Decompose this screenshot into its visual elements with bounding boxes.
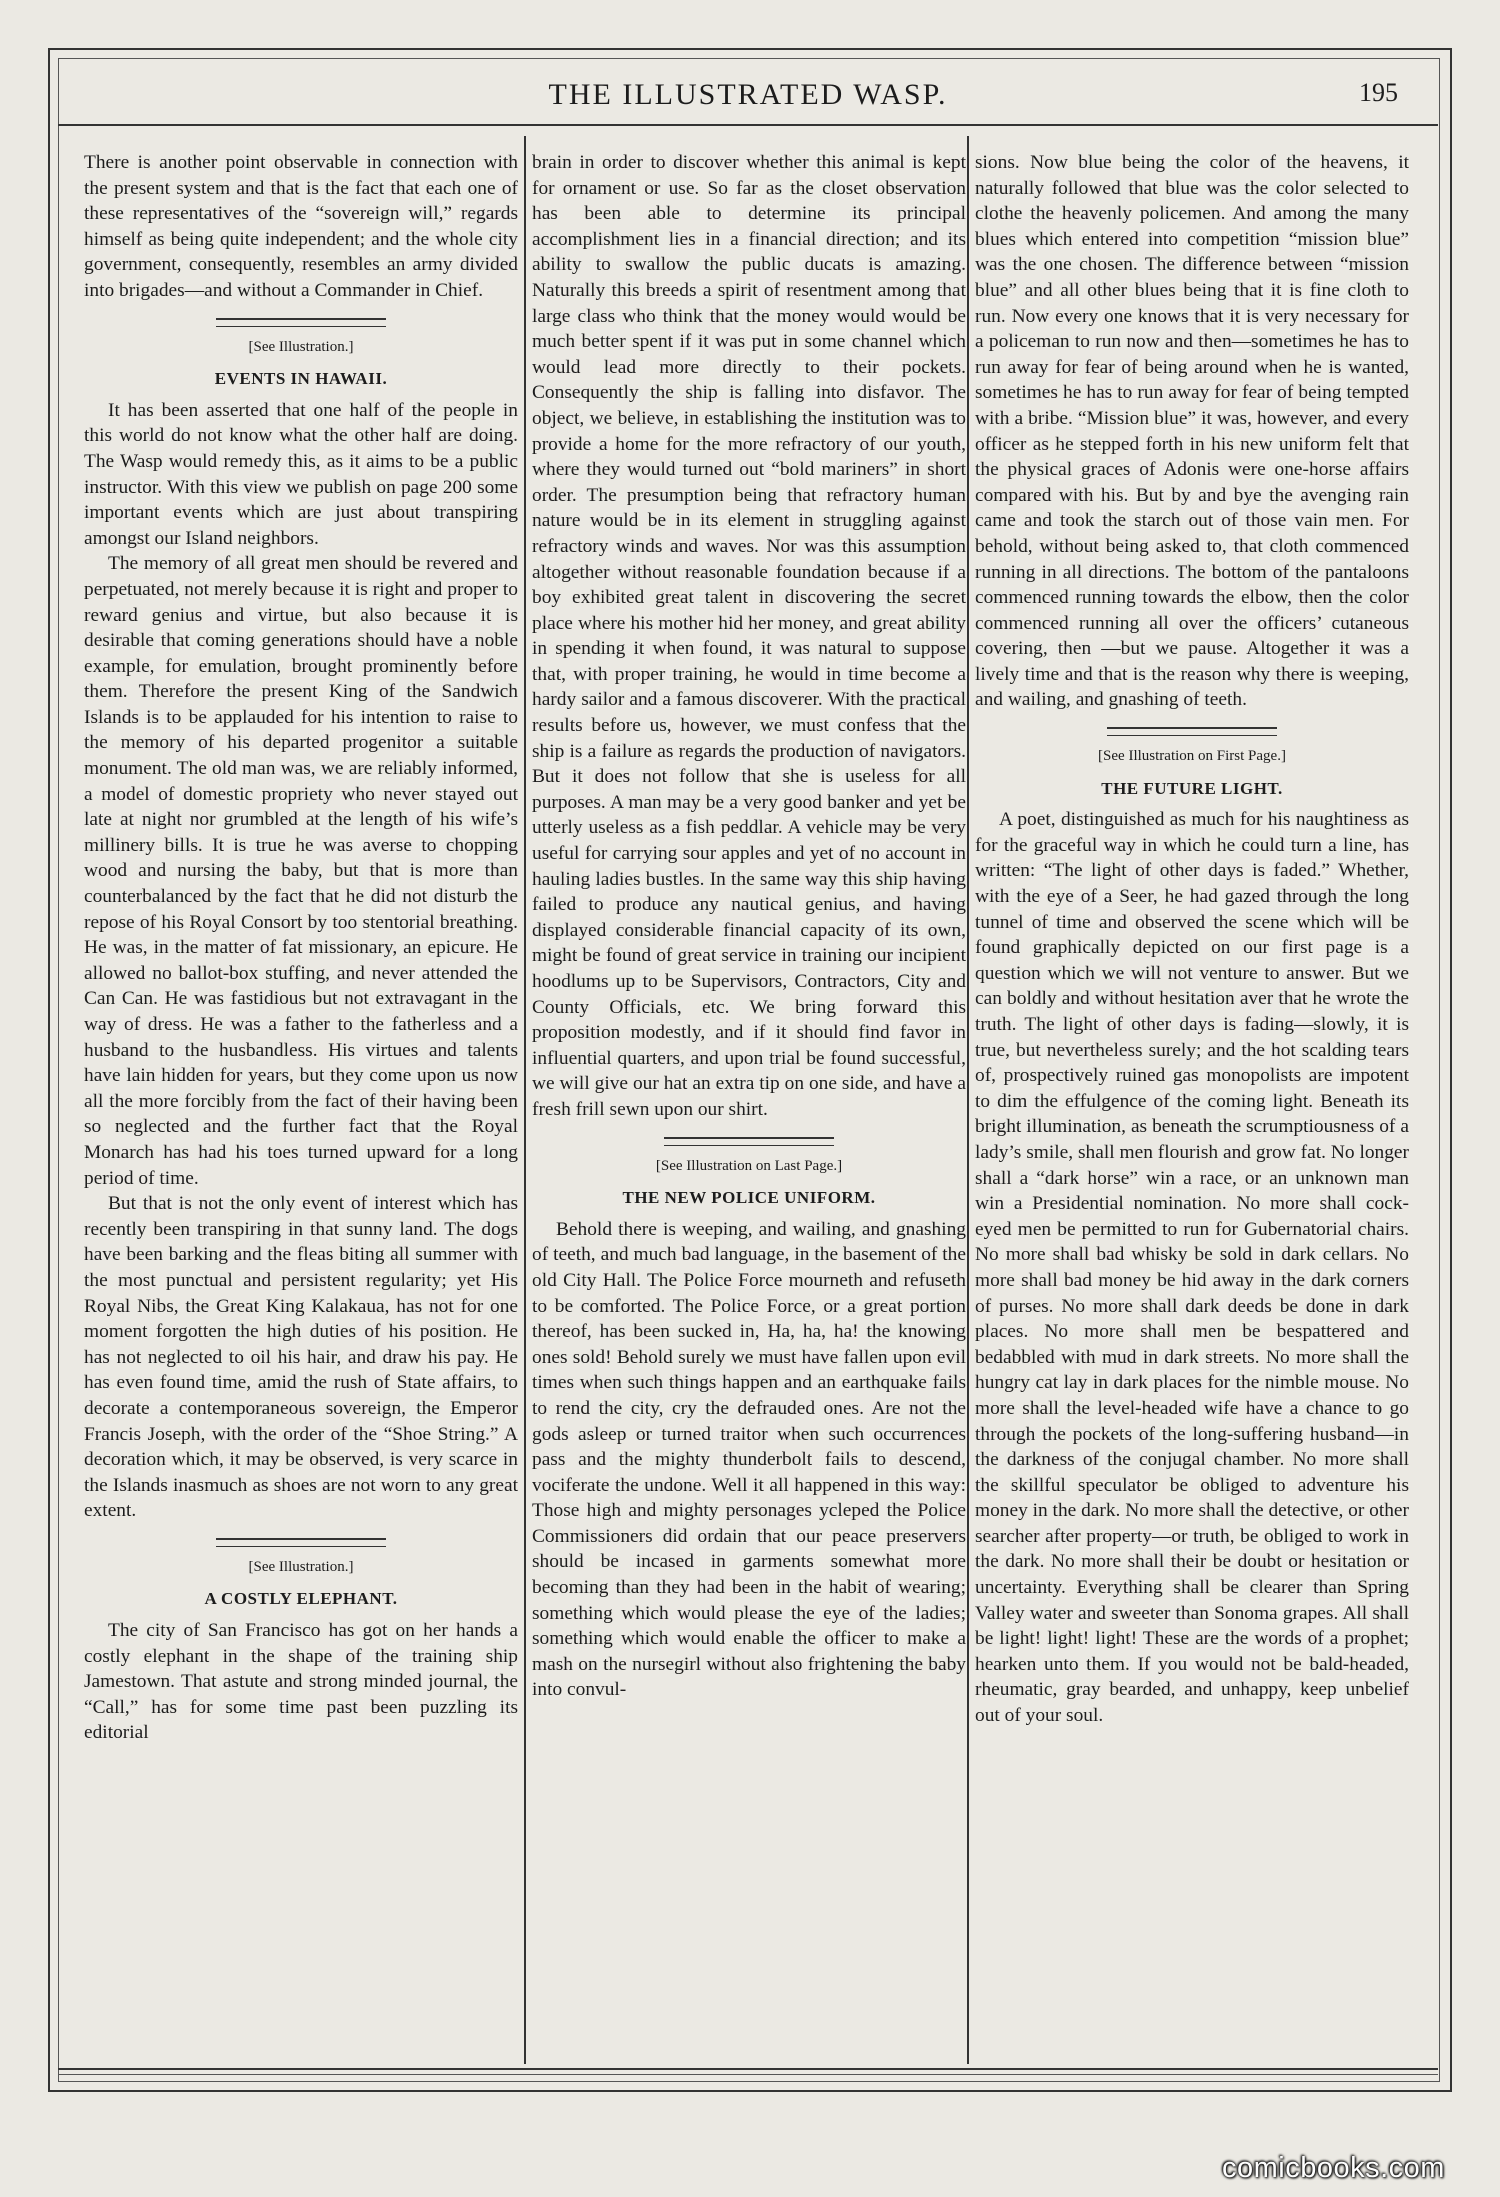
article-paragraph: A poet, distinguished as much for his naughtiness as for the graceful way in which he could turn a line, has written: “The light of other days is faded.” Whether, with the eye of a Seer, he had gazed through the long tunnel of time and observed the scene which will be found graphically depicted on our first page is a question which we will not venture to answer. But we can boldly and without hesitation aver that he wrote the truth. The light of other days is fading—slowly, it is true, but nevertheless surely; and the hot scalding tears of, prospectively ruined gas monopolists are impotent to dim the effulgence of the coming light. Beneath its bright illumination, as beneath the scrumptiousness of a lady’s smile, shall men flourish and grow fat. No longer shall a “dark horse” win a race, or an unknown man win a Presidential nomination. No more shall cock-eyed men be permitted to run for Gubernatorial chairs. No more shall bad whisky be sold in dark cellars. No more shall bad money be hid away in the dark corners of purses. No more shall dark deeds be done in dark places. No more shall men be bespattered and bedabbled with mud in dark streets. No more shall the hungry cat lay in dark places for the nimble mouse. No more shall the level-headed wife have a chance to go through the pockets of the long-suffering husband—in the darkness of the conjugal chamber. No more shall the skillful speculator be obliged to adventure his money in the dark. No more shall the detective, or other searcher after property—or truth, be obliged to work in the dark. No more shall their be doubt or hesitation or uncertainty. Everything shall be clearer than Spring Valley water and sweeter than Sonoma grapes. All shall be light! light! light! These are the words of a prophet; hearken unto them. If you would not be bald-headed, rheumatic, gray bearded, and unhappy, keep unbelief out of your soul. (975, 809, 1409, 1727)
article-paragraph: The memory of all great men should be revered and perpetuated, not merely because it is right and proper to reward genius and virtue, but also because it is desirable that coming generations should have a noble example, for emulation, brought prominently before them. Therefore the present King of the Sandwich Islands is to be applauded for his intention to raise to the memory of his departed progenitor a suitable monument. The old man was, we are reliably informed, a model of domestic propriety who never stayed out late at night nor grumbled at the length of his wife’s millinery bills. It is true he was averse to chopping wood and nursing the baby, but that is more than counterbalanced by the fact that he did not disturb the repose of his Royal Consort by too stentorial breathing. He was, in the matter of fat missionary, an epicure. He allowed no ballot-box stuffing, and never attended the Can Can. He was fastidious but not extravagant in the way of dress. He was a father to the fatherless and a husband to the husbandless. His virtues and talents have lain hidden for years, but they come upon us now all the more forcibly from the fact of their having been so neglected and the further fact that the Royal Monarch has had his toes turned upward for a long period of time. (84, 553, 518, 1189)
column-2 (532, 150, 966, 1703)
page-header (58, 60, 1438, 126)
section-divider (216, 1538, 386, 1547)
bottom-rule (58, 2068, 1438, 2070)
article-title-the-future-light: THE FUTURE LIGHT. (1101, 778, 1283, 798)
watermark: comicbooks.com (1222, 2152, 1445, 2184)
article-title-events-in-hawaii: EVENTS IN HAWAII. (214, 369, 388, 389)
see-illustration-note: [See Illustration.] (248, 338, 354, 355)
article-paragraph: It has been asserted that one half of the people in this world do not know what the other half are doing. The Wasp would remedy this, as it aims to be a public instructor. With this view we publish on page 200 some important events which are just about transpiring amongst our Island neighbors. (84, 399, 518, 549)
see-illustration-note: [See Illustration on Last Page.] (655, 1157, 843, 1174)
column-rule-1 (524, 136, 526, 2064)
article-paragraph: Behold there is weeping, and wailing, and gnashing of teeth, and much bad language, in the basement of the old City Hall. The Police Force mourneth and refuseth to be comforted. The Police Force, or a great portion thereof, has been sucked in, Ha, ha, ha! the knowing ones sold! Behold surely we must have fallen upon evil times when such things happen and an earthquake fails to rend the city, cry the defrauded ones. Are not the gods asleep or turned traitor when such occurrences pass and the mighty thunderbolt fails to descend, vociferate the undone. Well it all happened in this way: Those high and mighty personages ycleped the Police Commissioners did ordain that our peace preservers should be incased in garments somewhat more becoming than they had been in the habit of wearing; something which would please the eye of the ladies; something which would enable the officer to make a mash on the nursegirl without also frightening the baby into convul- (532, 1218, 966, 1701)
article-title-new-police-uniform: THE NEW POLICE UNIFORM. (622, 1188, 876, 1208)
article-title-a-costly-elephant: A COSTLY ELEPHANT. (204, 1589, 398, 1609)
section-divider (216, 318, 386, 327)
article-paragraph: But that is not the only event of interest which has recently been transpiring in that sunny land. The dogs have been barking and the fleas biting all summer with the most punctual and persistent regularity; yet His Royal Nibs, the Great King Kalakaua, has not for one moment forgotten the high duties of his position. He has not neglected to oil his hair, and draw his pay. He has even found time, amid the rush of State affairs, to decorate a contemporaneous sovereign, the Emperor Francis Joseph, with the order of the “Shoe String.” A decoration which, it may be observed, is very scarce in the Islands inasmuch as shoes are not worn to any great extent. (84, 1193, 518, 1522)
masthead-title: THE ILLUSTRATED WASP. (548, 78, 948, 111)
column-1 (84, 150, 518, 1746)
see-illustration-note: [See Illustration.] (248, 1558, 354, 1575)
continued-paragraph: brain in order to discover whether this animal is kept for ornament or use. So far as the closet observation has been able to determine its principal accomplishment lies in a financial direction; and its ability to swallow the public ducats is amazing. Naturally this breeds a spirit of resentment among that large class who think that the money would would be much better spent if it was put in some channel which would lead more directly to their pockets. Consequently the ship is falling into disfavor. The object, we believe, in establishing the institution was to provide a home for the more refractory of our youth, where they would turned out “bold mariners” in short order. The presumption being that refractory human nature would be in its element in struggling against refractory winds and waves. Nor was this assumption altogether without reasonable foundation because if a boy exhibited great talent in discovering the secret place where his mother hid her money, and great ability in spending it when found, it was natural to suppose that, with proper training, he would in time become a hardy sailor and a famous discoverer. With the practical results before us, however, we must confess that the ship is a failure as regards the production of navigators. But it does not follow that she is useless for all purposes. A man may be a very good banker and yet be utterly useless as a fish peddlar. A vehicle may be very useful for carrying sour apples and yet of no account in hauling ladies bustles. In the same way this ship having failed to produce any nautical genius, and having displayed considerable financial capacity of its own, might be found of great service in training our incipient hoodlums up to be Supervisors, Contractors, City and County Officials, etc. We bring forward this proposition modestly, and if it should find favor in influential quarters, and upon trial be found successful, we will give our hat an extra tip on one side, and have a fresh frill sewn upon our shirt. (532, 152, 966, 1120)
continued-paragraph: sions. Now blue being the color of the heavens, it naturally followed that blue was the color selected to clothe the heavenly policemen. And among the many blues which entered into competition “mission blue” was the one chosen. The difference between “mission blue” and all other blues being that it is fine cloth to run. Now every one knows that it is very necessary for a policeman to run now and then—sometimes he has to run away for fear of being around when he is wanted, sometimes he has to run away for fear of being tempted with a bribe. “Mission blue” it was, however, and every officer as he stepped forth in his new uniform felt that the physical graces of Adonis were one-horse affairs compared with his. But by and bye the avenging rain came and took the starch out of those vain men. For behold, without being asked to, that cloth commenced running in all directions. The bottom of the pantaloons commenced running towards the elbow, then the color commenced running all over the officers’ cutaneous covering, then —but we pause. Altogether it was a lively time and that is the reason why there is weeping, and wailing, and gnashing of teeth. (975, 152, 1409, 711)
see-illustration-note: [See Illustration on First Page.] (1098, 748, 1286, 765)
section-divider (664, 1137, 834, 1146)
article-paragraph: The city of San Francisco has got on her hands a costly elephant in the shape of the training ship Jamestown. That astute and strong minded journal, the “Call,” has for some time past been puzzling its editorial (84, 1620, 518, 1744)
intro-paragraph: There is another point observable in connection with the present system and that is the fact that each one of these representatives of the “sovereign will,” regards himself as being quite independent; and the whole city government, consequently, resembles an army divided into brigades—and without a Commander in Chief. (84, 152, 518, 301)
bottom-rule-inner (58, 2074, 1438, 2075)
column-3 (975, 150, 1409, 1729)
page-number: 195 (1359, 78, 1398, 107)
section-divider (1107, 727, 1277, 736)
column-rule-2 (967, 136, 969, 2064)
